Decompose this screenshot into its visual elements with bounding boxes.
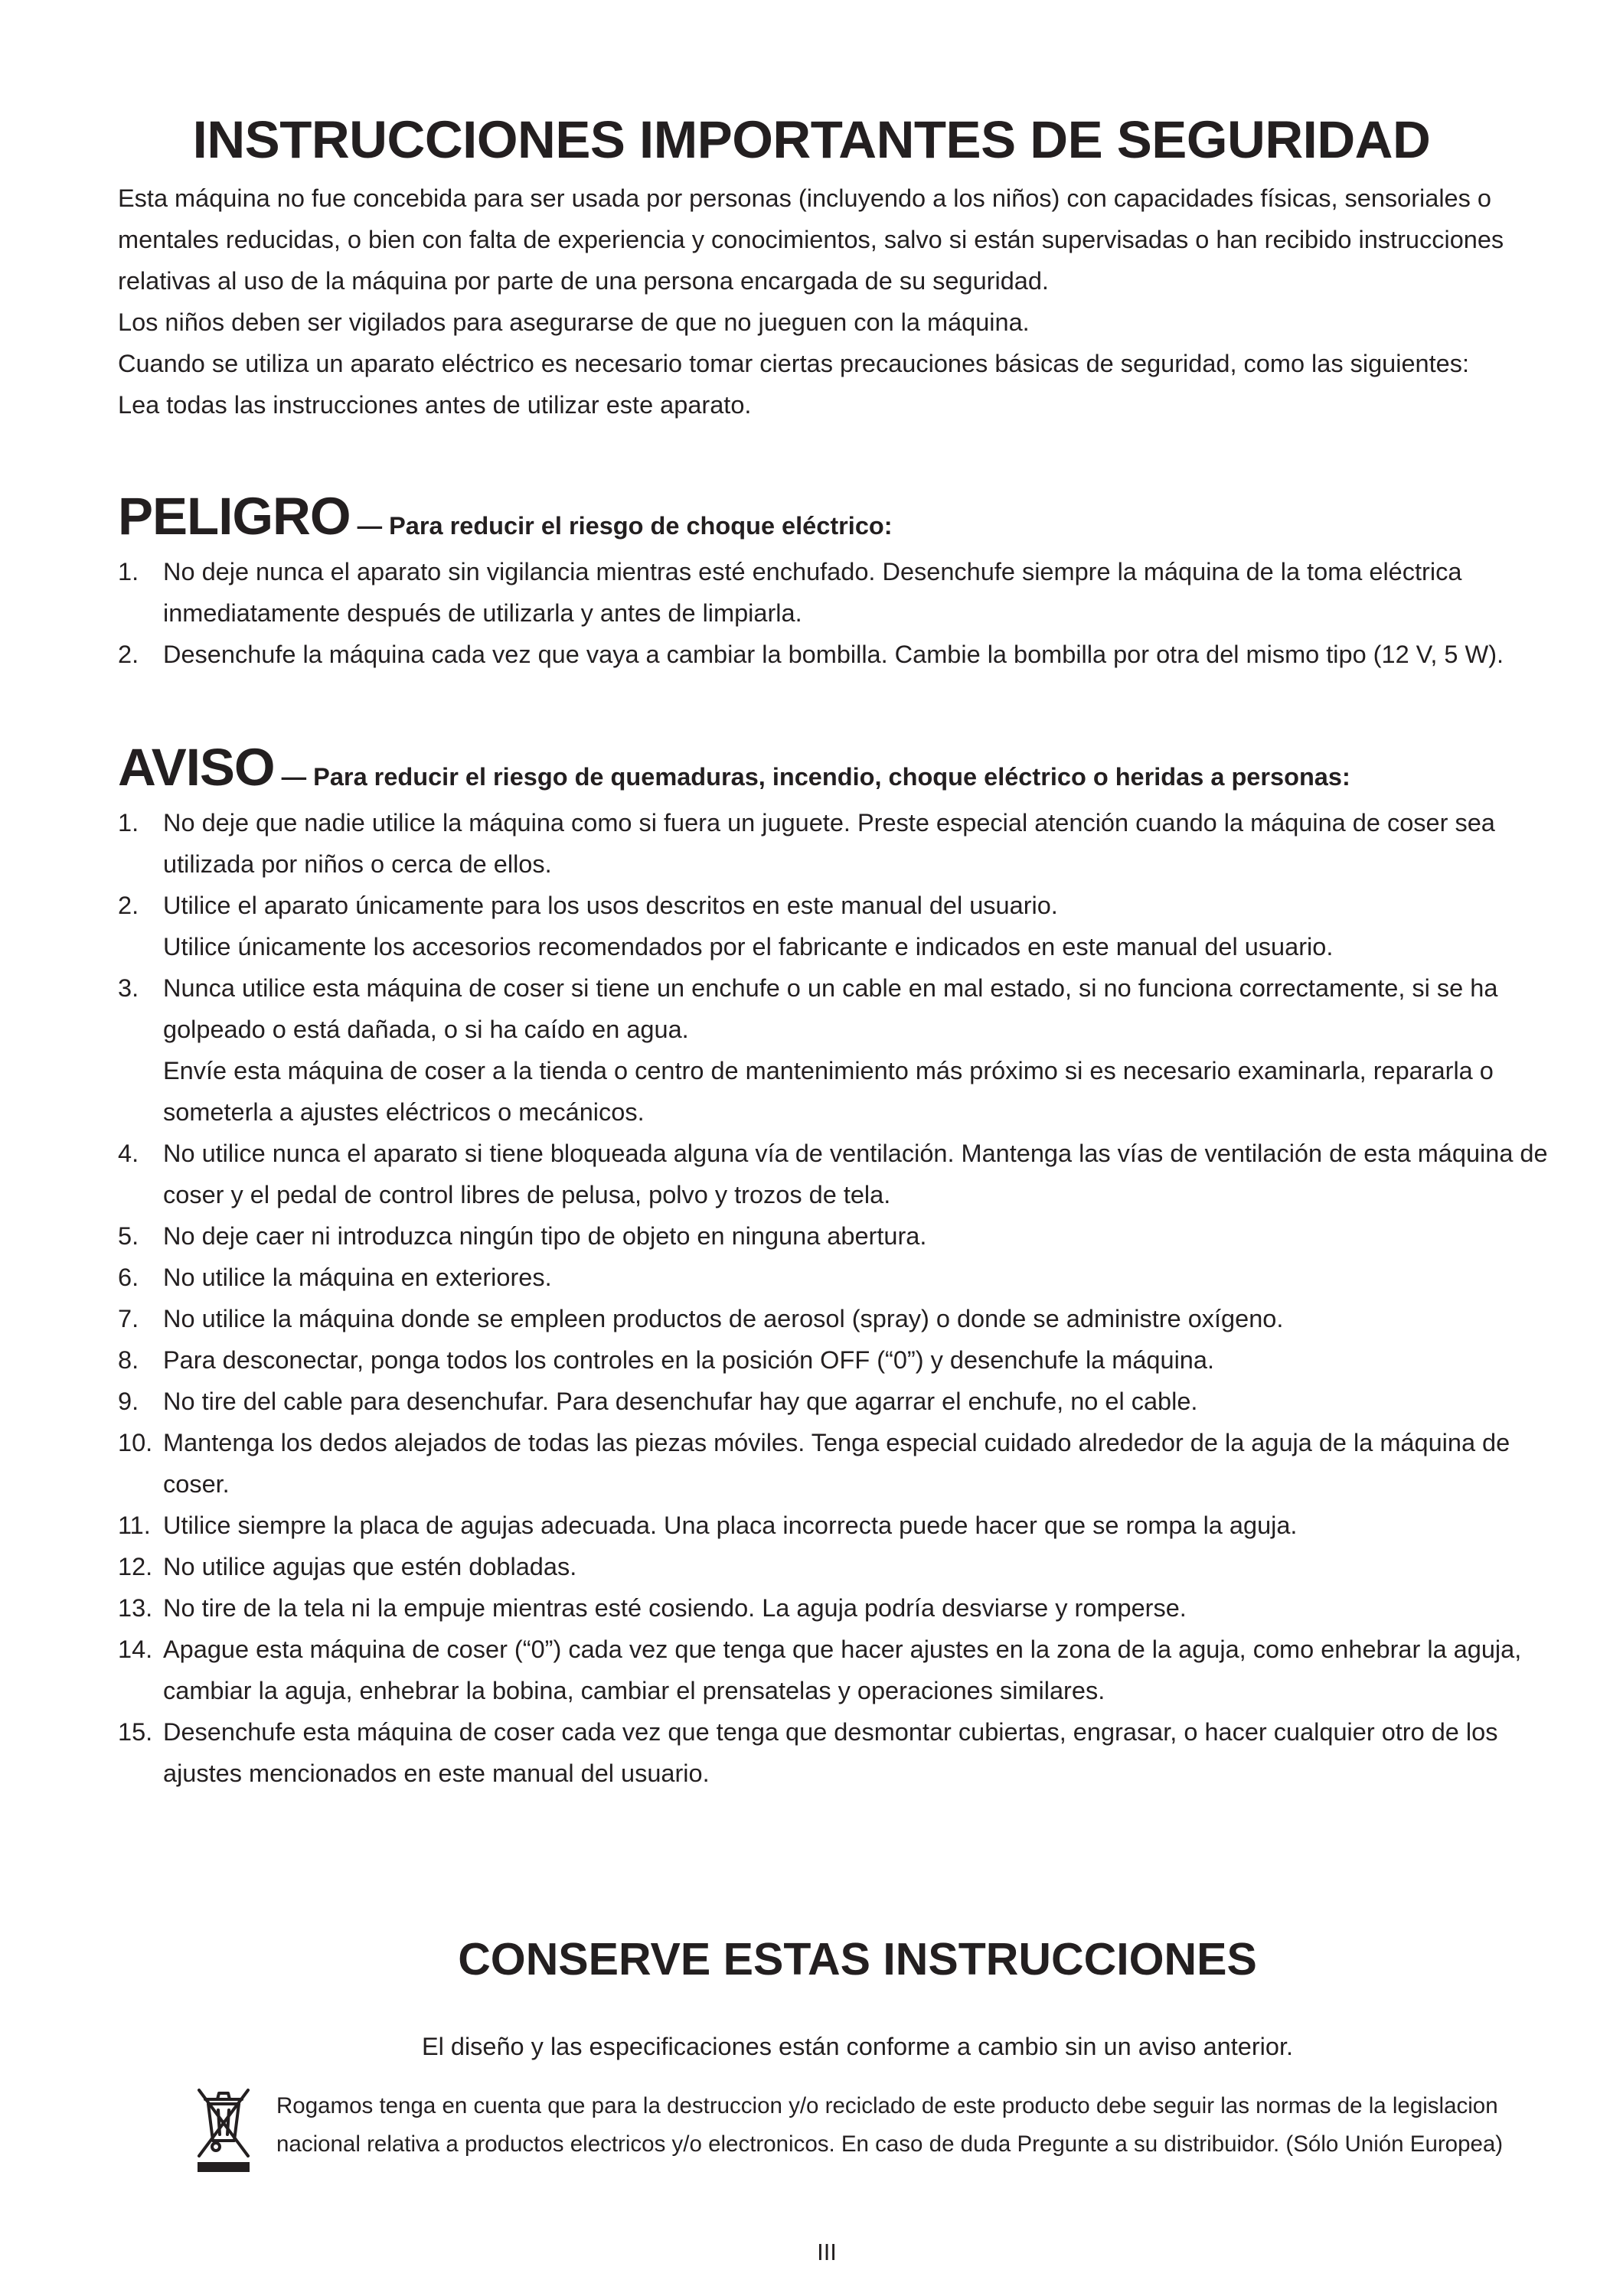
weee-crossed-bin-icon: [194, 2086, 253, 2174]
list-item: [118, 1215, 1557, 1257]
peligro-heading: [118, 482, 1557, 551]
peligro-list: [118, 551, 1557, 675]
list-item: [118, 802, 1557, 885]
list-item: [118, 885, 1557, 967]
aviso-list: [118, 802, 1557, 1794]
peligro-subtitle: — Para reducir el riesgo de choque eléctrico:: [350, 512, 893, 540]
item-number: 3.: [118, 974, 139, 1002]
list-item: [118, 1711, 1557, 1794]
item-text: Desenchufe esta máquina de coser cada vez que tenga que desmontar cubiertas, engrasar, o hacer cualquier otro de los ajustes mencionados en este manual del usuario.: [163, 1718, 1498, 1787]
item-text: No utilice nunca el aparato si tiene bloqueada alguna vía de ventilación. Mantenga las vías de ventilación de esta máquina de coser y el pedal de control libres de pelusa, polvo y trozos de tela.: [163, 1140, 1548, 1208]
list-item: [118, 1629, 1557, 1711]
aviso-subtitle: — Para reducir el riesgo de quemaduras, incendio, choque eléctrico o heridas a personas:: [274, 763, 1350, 791]
item-number: 9.: [118, 1388, 139, 1415]
conserve-heading: CONSERVE ESTAS INSTRUCCIONES: [458, 1934, 1257, 1985]
intro-paragraph: Esta máquina no fue concebida para ser usada por personas (incluyendo a los niños) con capacidades físicas, sensoriales o mentales reducidas, o bien con falta de experiencia y conocimientos, salvo si están supervisadas o han recibido instrucciones relativas al uso de la máquina por parte de una persona encargada de su seguridad.: [118, 184, 1504, 295]
item-number: 5.: [118, 1222, 139, 1250]
list-item: [118, 551, 1557, 634]
item-text: Apague esta máquina de coser (“0”) cada vez que tenga que hacer ajustes en la zona de la aguja, como enhebrar la aguja, cambiar la aguja, enhebrar la bobina, cambiar el prensatelas y operaciones similares.: [163, 1636, 1522, 1704]
disclaimer-text: El diseño y las especificaciones están conforme a cambio sin un aviso anterior.: [421, 2033, 1294, 2060]
item-text: Nunca utilice esta máquina de coser si tiene un enchufe o un cable en mal estado, si no funciona correctamente, si se ha golpeado o está dañada, o si ha caído en agua.: [163, 974, 1498, 1043]
list-item: [118, 1257, 1557, 1298]
list-item: [118, 1546, 1557, 1587]
item-text: Mantenga los dedos alejados de todas las piezas móviles. Tenga especial cuidado alrededor de la aguja de la máquina de coser.: [163, 1429, 1510, 1498]
item-number: 2.: [118, 892, 139, 919]
item-text: No utilice la máquina donde se empleen productos de aerosol (spray) o donde se administre oxígeno.: [163, 1305, 1284, 1332]
list-item: [118, 1381, 1557, 1422]
intro-paragraph: Lea todas las instrucciones antes de utilizar este aparato.: [118, 391, 752, 419]
intro-paragraph: Cuando se utiliza un aparato eléctrico es necesario tomar ciertas precauciones básicas de seguridad, como las siguientes:: [118, 350, 1469, 377]
list-item: [118, 967, 1557, 1133]
intro-paragraph: Los niños deben ser vigilados para asegurarse de que no jueguen con la máquina.: [118, 308, 1030, 336]
item-text: No tire del cable para desenchufar. Para desenchufar hay que agarrar el enchufe, no el cable.: [163, 1388, 1198, 1415]
intro-section: [118, 178, 1557, 426]
item-text: Utilice el aparato únicamente para los usos descritos en este manual del usuario.: [163, 892, 1058, 919]
item-text: No tire de la tela ni la empuje mientras esté cosiendo. La aguja podría desviarse y romperse.: [163, 1594, 1187, 1622]
item-extra-text: Utilice únicamente los accesorios recomendados por el fabricante e indicados en este manual del usuario.: [163, 933, 1334, 960]
aviso-heading: [118, 733, 1557, 802]
item-number: 10.: [118, 1429, 153, 1456]
item-number: 12.: [118, 1553, 153, 1580]
item-text: No deje que nadie utilice la máquina como si fuera un juguete. Preste especial atención cuando la máquina de coser sea utilizada por niños o cerca de ellos.: [163, 809, 1495, 878]
item-text: No deje caer ni introduzca ningún tipo de objeto en ninguna abertura.: [163, 1222, 927, 1250]
recycling-notice: Rogamos tenga en cuenta que para la destruccion y/o reciclado de este producto debe seguir las normas de la legislacion nacional relativa a productos electricos y/o electronicos. En caso de duda Pregunte a su distribuidor. (Sólo Unión Europea): [276, 2093, 1504, 2157]
peligro-word: PELIGRO: [118, 487, 351, 546]
list-item: [118, 1133, 1557, 1215]
list-item: [118, 1505, 1557, 1546]
item-number: 7.: [118, 1305, 139, 1332]
item-number: 8.: [118, 1346, 139, 1374]
aviso-word: AVISO: [118, 738, 275, 797]
item-number: 1.: [118, 558, 139, 585]
item-number: 2.: [118, 641, 139, 668]
item-text: Para desconectar, ponga todos los controles en la posición OFF (“0”) y desenchufe la máquina.: [163, 1346, 1214, 1374]
list-item: [118, 1422, 1557, 1505]
item-text: Utilice siempre la placa de agujas adecuada. Una placa incorrecta puede hacer que se rompa la aguja.: [163, 1512, 1298, 1539]
item-number: 14.: [118, 1636, 153, 1663]
item-number: 4.: [118, 1140, 139, 1167]
list-item: [118, 1587, 1557, 1629]
page-title: INSTRUCCIONES IMPORTANTES DE SEGURIDAD: [192, 110, 1431, 169]
item-extra-text: Envíe esta máquina de coser a la tienda o centro de mantenimiento más próximo si es necesario examinarla, repararla o someterla a ajustes eléctricos o mecánicos.: [163, 1057, 1494, 1126]
page-number: III: [817, 2239, 837, 2265]
item-number: 15.: [118, 1718, 153, 1746]
list-item: [118, 1339, 1557, 1381]
item-text: No utilice la máquina en exteriores.: [163, 1264, 552, 1291]
item-number: 13.: [118, 1594, 153, 1622]
item-text: No utilice agujas que estén dobladas.: [163, 1553, 577, 1580]
list-item: [118, 1298, 1557, 1339]
peligro-section: [118, 482, 1557, 675]
aviso-section: [118, 733, 1557, 1794]
item-number: 6.: [118, 1264, 139, 1291]
item-text: Desenchufe la máquina cada vez que vaya a cambiar la bombilla. Cambie la bombilla por otra del mismo tipo (12 V, 5 W).: [163, 641, 1504, 668]
list-item: [118, 634, 1557, 675]
item-number: 11.: [118, 1512, 151, 1539]
item-text: No deje nunca el aparato sin vigilancia mientras esté enchufado. Desenchufe siempre la máquina de la toma eléctrica inmediatamente después de utilizarla y antes de limpiarla.: [163, 558, 1462, 627]
item-number: 1.: [118, 809, 139, 837]
